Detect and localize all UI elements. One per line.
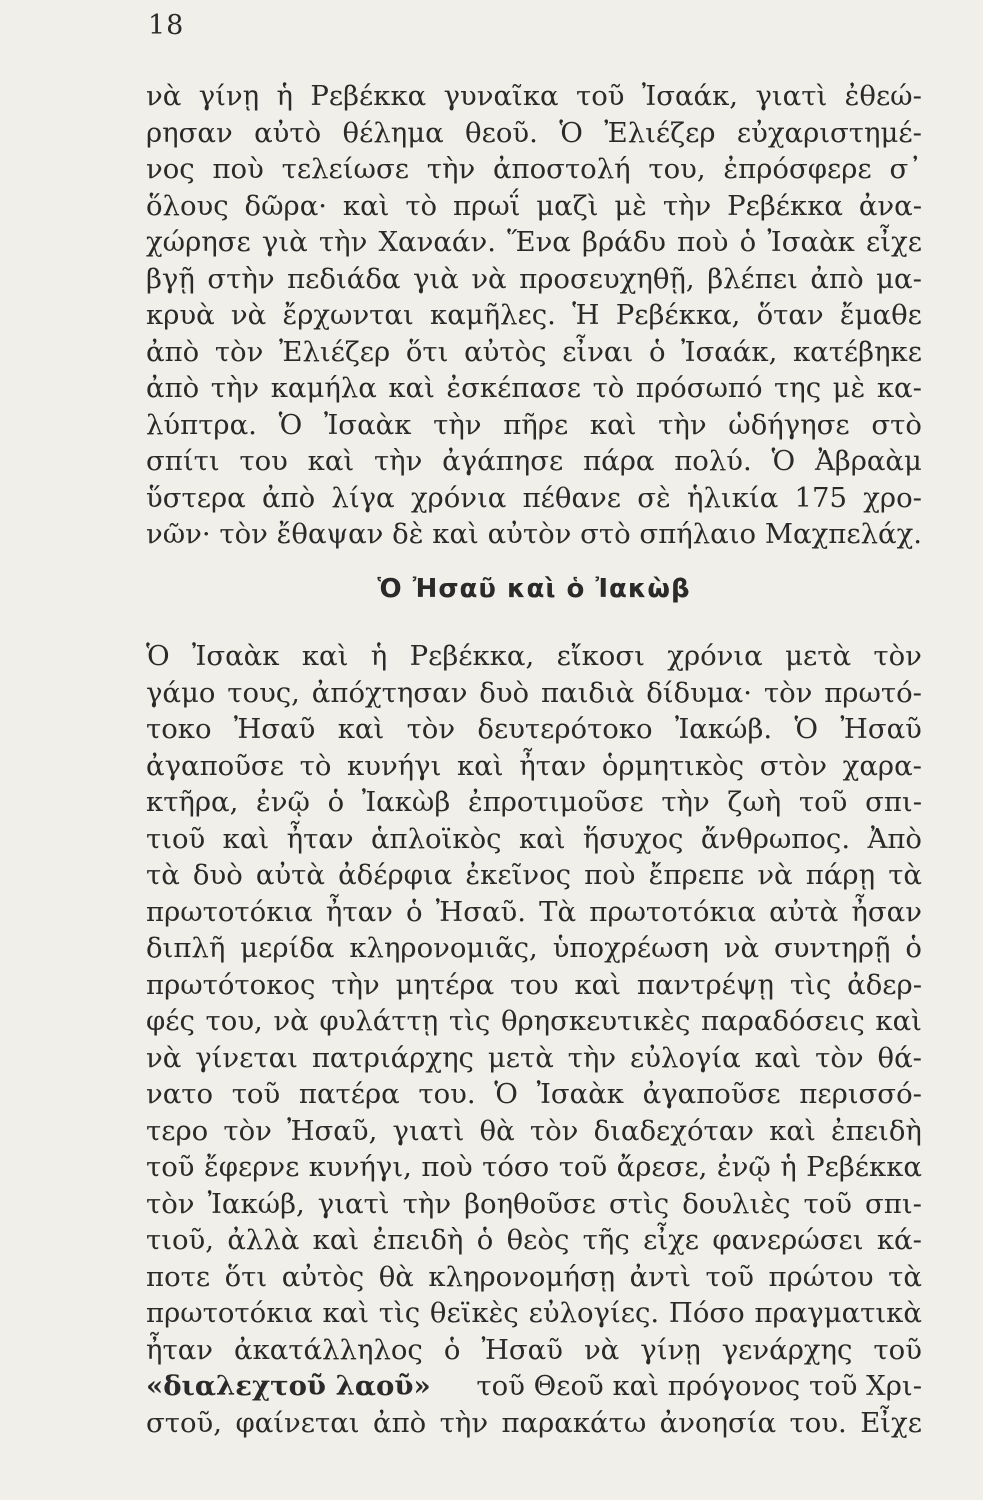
text-line (146, 1368, 922, 1405)
text-line: πρωτοτόκια ἦταν ὁ Ἠσαῦ. Τὰ πρωτοτόκια αὐτὰ ἦσαν (146, 895, 922, 928)
text-line: νατο τοῦ πατέρα του. Ὁ Ἰσαὰκ ἀγαποῦσε περισσό- (146, 1078, 922, 1110)
text-line: νὰ γίνεται πατριάρχης μετὰ τὴν εὐλογία καὶ τὸν θά- (146, 1041, 922, 1074)
text-line: σπίτι του καὶ τὴν ἀγάπησε πάρα πολύ. Ὁ Ἀβραὰμ (146, 445, 922, 477)
text-line: Ὁ Ἰσαὰκ καὶ ἡ Ρεβέκκα, εἴκοσι χρόνια μετὰ τὸν (146, 640, 922, 672)
text-line: χώρησε γιὰ τὴν Χαναάν. Ἕνα βράδυ ποὺ ὁ Ἰσαὰκ εἶχε (146, 226, 922, 258)
text-line: τὰ δυὸ αὐτὰ ἀδέρφια ἐκεῖνος ποὺ ἔπρεπε νὰ πάρῃ τὰ (146, 859, 922, 891)
line-remainder: τοῦ Θεοῦ καὶ πρόγονος τοῦ Χρι- (476, 1370, 922, 1402)
text-line: ὅλους δῶρα· καὶ τὸ πρωΐ μαζὶ μὲ τὴν Ρεβέκκα ἀνα- (146, 189, 922, 222)
text-line: πρωτότοκος τὴν μητέρα του καὶ παντρέψῃ τὶς ἀδερ- (146, 968, 922, 1001)
text-line: γάμο τους, ἀπόχτησαν δυὸ παιδιὰ δίδυμα· τὸν πρωτό- (146, 676, 922, 709)
text-line: νὰ γίνῃ ἡ Ρεβέκκα γυναῖκα τοῦ Ἰσαάκ, γιατὶ ἐθεώ- (146, 80, 922, 112)
text-line: νος ποὺ τελείωσε τὴν ἀποστολή του, ἐπρόσφερε σ᾽ (146, 153, 922, 185)
text-line: τοῦ ἔφερνε κυνήγι, ποὺ τόσο τοῦ ἄρεσε, ἐνῷ ἡ Ρεβέκκα (146, 1151, 922, 1183)
text-line: φές του, νὰ φυλάττῃ τὶς θρησκευτικὲς παραδόσεις καὶ (146, 1005, 922, 1037)
text-line: ἦταν ἀκατάλληλος ὁ Ἠσαῦ νὰ γίνῃ γενάρχης τοῦ (146, 1333, 922, 1366)
text-line: κρυὰ νὰ ἔρχωνται καμῆλες. Ἡ Ρεβέκκα, ὅταν ἔμαθε (146, 299, 922, 331)
section-title: Ὁ Ἠσαῦ καὶ ὁ Ἰακὼβ (377, 574, 691, 604)
text-line: κτῆρα, ἐνῷ ὁ Ἰακὼβ ἐπροτιμοῦσε τὴν ζωὴ τοῦ σπι- (146, 786, 922, 818)
text-line: τὸν Ἰακώβ, γιατὶ τὴν βοηθοῦσε στὶς δουλιὲς τοῦ σπι- (146, 1187, 922, 1220)
bold-phrase: «διαλεχτοῦ λαοῦ» (146, 1370, 431, 1402)
text-line: ἀπὸ τὸν Ἐλιέζερ ὅτι αὐτὸς εἶναι ὁ Ἰσαάκ, κατέβηκε (146, 335, 922, 368)
text-line: διπλῆ μερίδα κληρονομιᾶς, ὑποχρέωση νὰ συντηρῇ ὁ (146, 932, 922, 964)
text-line: τιοῦ, ἀλλὰ καὶ ἐπειδὴ ὁ θεὸς τῆς εἶχε φανερώσει κά- (146, 1224, 922, 1256)
text-line: πρωτοτόκια καὶ τὶς θεϊκὲς εὐλογίες. Πόσο πραγματικὰ (146, 1297, 922, 1329)
text-line: ὕστερα ἀπὸ λίγα χρόνια πέθανε σὲ ἡλικία 175 χρο- (146, 481, 922, 514)
text-line: ἀπὸ τὴν καμήλα καὶ ἐσκέπασε τὸ πρόσωπό της μὲ κα- (146, 372, 922, 404)
text-line: στοῦ, φαίνεται ἀπὸ τὴν παρακάτω ἀνοησία του. Εἶχε (146, 1406, 922, 1439)
text-line: τοκο Ἠσαῦ καὶ τὸν δευτερότοκο Ἰακώβ. Ὁ Ἠσαῦ (146, 713, 922, 745)
text-line: ποτε ὅτι αὐτὸς θὰ κληρονομήσῃ ἀντὶ τοῦ πρώτου τὰ (146, 1260, 922, 1293)
paragraph-2 (146, 638, 922, 1441)
text-line: ρησαν αὐτὸ θέλημα θεοῦ. Ὁ Ἐλιέζερ εὐχαριστημέ- (146, 116, 922, 149)
page-number: 18 (148, 10, 185, 41)
text-line: ἀγαποῦσε τὸ κυνήγι καὶ ἦταν ὁρμητικὸς στὸν χαρα- (146, 749, 922, 782)
text-line: τερο τὸν Ἠσαῦ, γιατὶ θὰ τὸν διαδεχόταν καὶ ἐπειδὴ (146, 1114, 922, 1147)
text-line: τιοῦ καὶ ἦταν ἁπλοϊκὸς καὶ ἥσυχος ἄνθρωπος. Ἀπὸ (146, 822, 922, 855)
text-line: νῶν· τὸν ἔθαψαν δὲ καὶ αὐτὸν στὸ σπήλαιο Μαχπελάχ. (146, 518, 922, 550)
text-line: βγῇ στὴν πεδιάδα γιὰ νὰ προσευχηθῇ, βλέπει ἀπὸ μα- (146, 262, 922, 295)
paragraph-1 (146, 78, 922, 553)
text-line: λύπτρα. Ὁ Ἰσαὰκ τὴν πῆρε καὶ τὴν ὡδήγησε στὸ (146, 408, 922, 441)
